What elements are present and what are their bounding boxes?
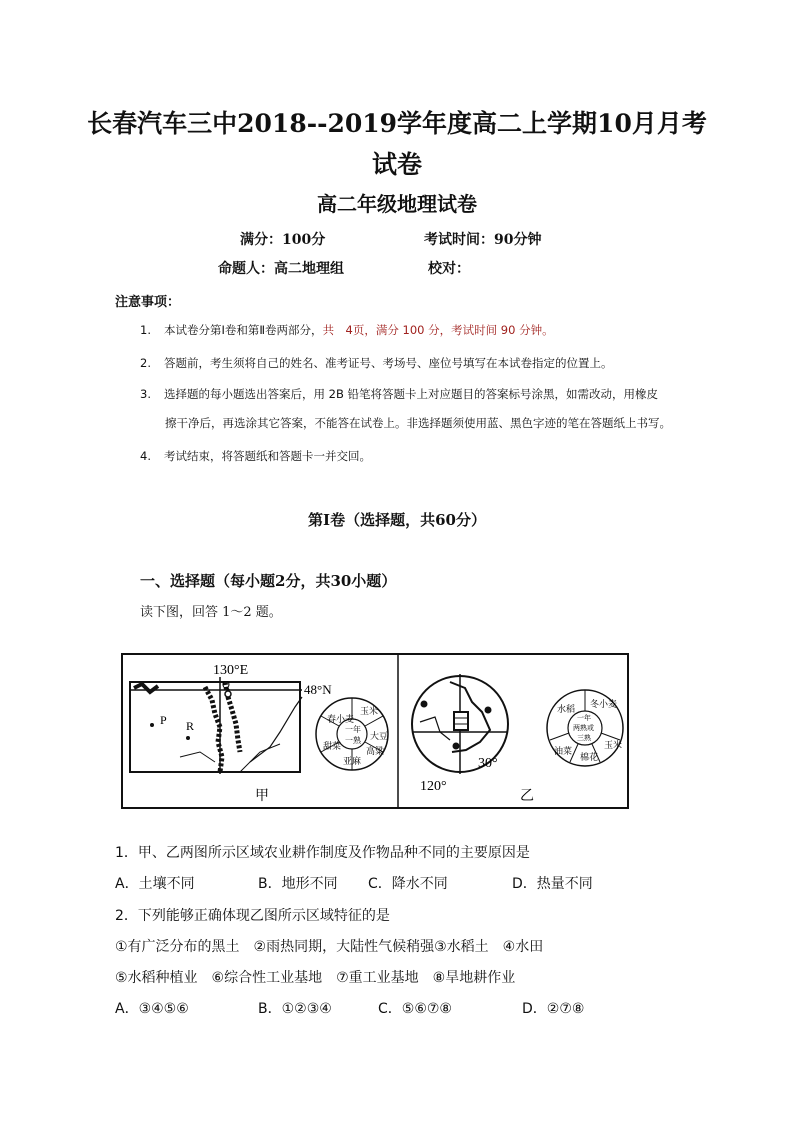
notice-num: 3. [140,387,151,401]
notice-item-4 [140,448,371,464]
wheel-jia-seg-2: 大豆 [370,732,389,742]
question-2-line3: ⑤水稻种植业 ⑥综合性工业基地 ⑦重工业基地 ⑧旱地耕作业 [115,970,516,986]
lon-120-label: 120° [420,779,447,794]
wheel-yi-center-3: 三熟 [577,734,591,742]
wheel-yi-center-1: 一年 [577,714,591,722]
notice-text: 本试卷分第Ⅰ卷和第Ⅱ卷两部分， [164,323,323,337]
label-yi: 乙 [520,787,534,803]
wheel-yi-seg-4: 棉花 [580,753,599,763]
section-heading: 一、选择题（每小题2分，共30小题） [140,572,397,590]
lon-130-label: 130°E [213,663,249,678]
notice-item-1 [140,322,554,338]
point-r-label: R [186,719,195,733]
notice-item-3 [140,386,658,402]
wheel-jia-center-2: 一熟 [345,736,361,745]
notice-text: 考试结束，将答题纸和答题卡一并交回。 [164,449,371,463]
notice-num: 2. [140,356,151,370]
notice-num: 4. [140,449,151,463]
q2-option-b: B．①②③④ [258,1001,332,1017]
wheel-jia-seg-5: 高粱 [366,747,385,757]
notice-text: 选择题的每小题选出答案后，用 2B 铅笔将答题卡上对应题目的答案标号涂黑，如需改动，用橡皮 [164,387,659,401]
read-prompt: 读下图，回答 1～2 题。 [140,605,282,620]
wheel-yi-seg-0: 水稻 [557,705,576,715]
crop-wheel-yi [547,690,623,766]
author: 命题人：高二地理组 [218,261,344,277]
notice-text: 答题前，考生须将自己的姓名、准考证号、考场号、座位号填写在本试卷指定的位置上。 [164,356,613,370]
point-p-label: P [160,713,167,727]
wheel-yi-seg-2: 玉米 [604,741,623,751]
question-2-stem: 2．下列能够正确体现乙图所示区域特征的是 [115,908,390,924]
wheel-jia-seg-1: 玉米 [360,707,379,717]
wheel-yi-center-2: 两熟或 [573,724,594,732]
q1-option-a: A．土壤不同 [115,876,195,892]
lat-30-label: 30° [478,756,498,771]
exam-title-line2: 试卷 [371,150,422,179]
question-1-stem: 1．甲、乙两图所示区域农业耕作制度及作物品种不同的主要原因是 [115,845,530,861]
question-2-line2: ①有广泛分布的黑土 ②雨热同期，大陆性气候稍强③水稻土 ④水田 [115,939,544,955]
exam-subtitle: 高二年级地理试卷 [317,192,477,216]
q2-option-d: D．②⑦⑧ [522,1001,585,1017]
label-jia: 甲 [255,787,269,803]
wheel-jia-center: 一年 [345,725,361,734]
wheel-jia-seg-4: 亚麻 [343,757,362,767]
exam-time: 考试时间：90分钟 [424,232,542,248]
notice-item-2 [140,355,613,371]
wheel-yi-seg-1: 冬小麦 [590,700,618,710]
q1-option-d: D．热量不同 [512,876,593,892]
q1-option-c: C．降水不同 [368,876,448,892]
part-heading: 第Ⅰ卷（选择题，共60分） [308,511,486,529]
q1-option-b: B．地形不同 [258,876,338,892]
point-q-label: Q [222,679,230,691]
crop-wheel-jia [316,698,388,770]
q2-option-c: C．⑤⑥⑦⑧ [378,1001,452,1017]
wheel-jia-seg-3: 甜菜 [323,742,342,752]
wheel-yi-seg-3: 油菜 [554,747,573,757]
wheel-jia-seg-0: 春小麦 [327,715,355,725]
q2-option-a: A．③④⑤⑥ [115,1001,189,1017]
lat-48-label: 48°N [304,682,332,697]
notice-item-3-cont: 擦干净后，再选涂其它答案，不能答在试卷上。非选择题须使用蓝、黑色字迹的笔在答题纸上书写。 [165,416,671,430]
full-score: 满分：100分 [240,232,326,248]
proofreader: 校对： [428,261,470,277]
notice-heading: 注意事项： [115,295,181,310]
exam-title-line1: 长春汽车三中2018--2019学年度高二上学期10月月考 [87,109,707,138]
map-figure [120,652,630,810]
notice-num: 1. [140,323,151,337]
notice-text-red: 共 4页，满分 100 分，考试时间 90 分钟。 [322,323,554,337]
